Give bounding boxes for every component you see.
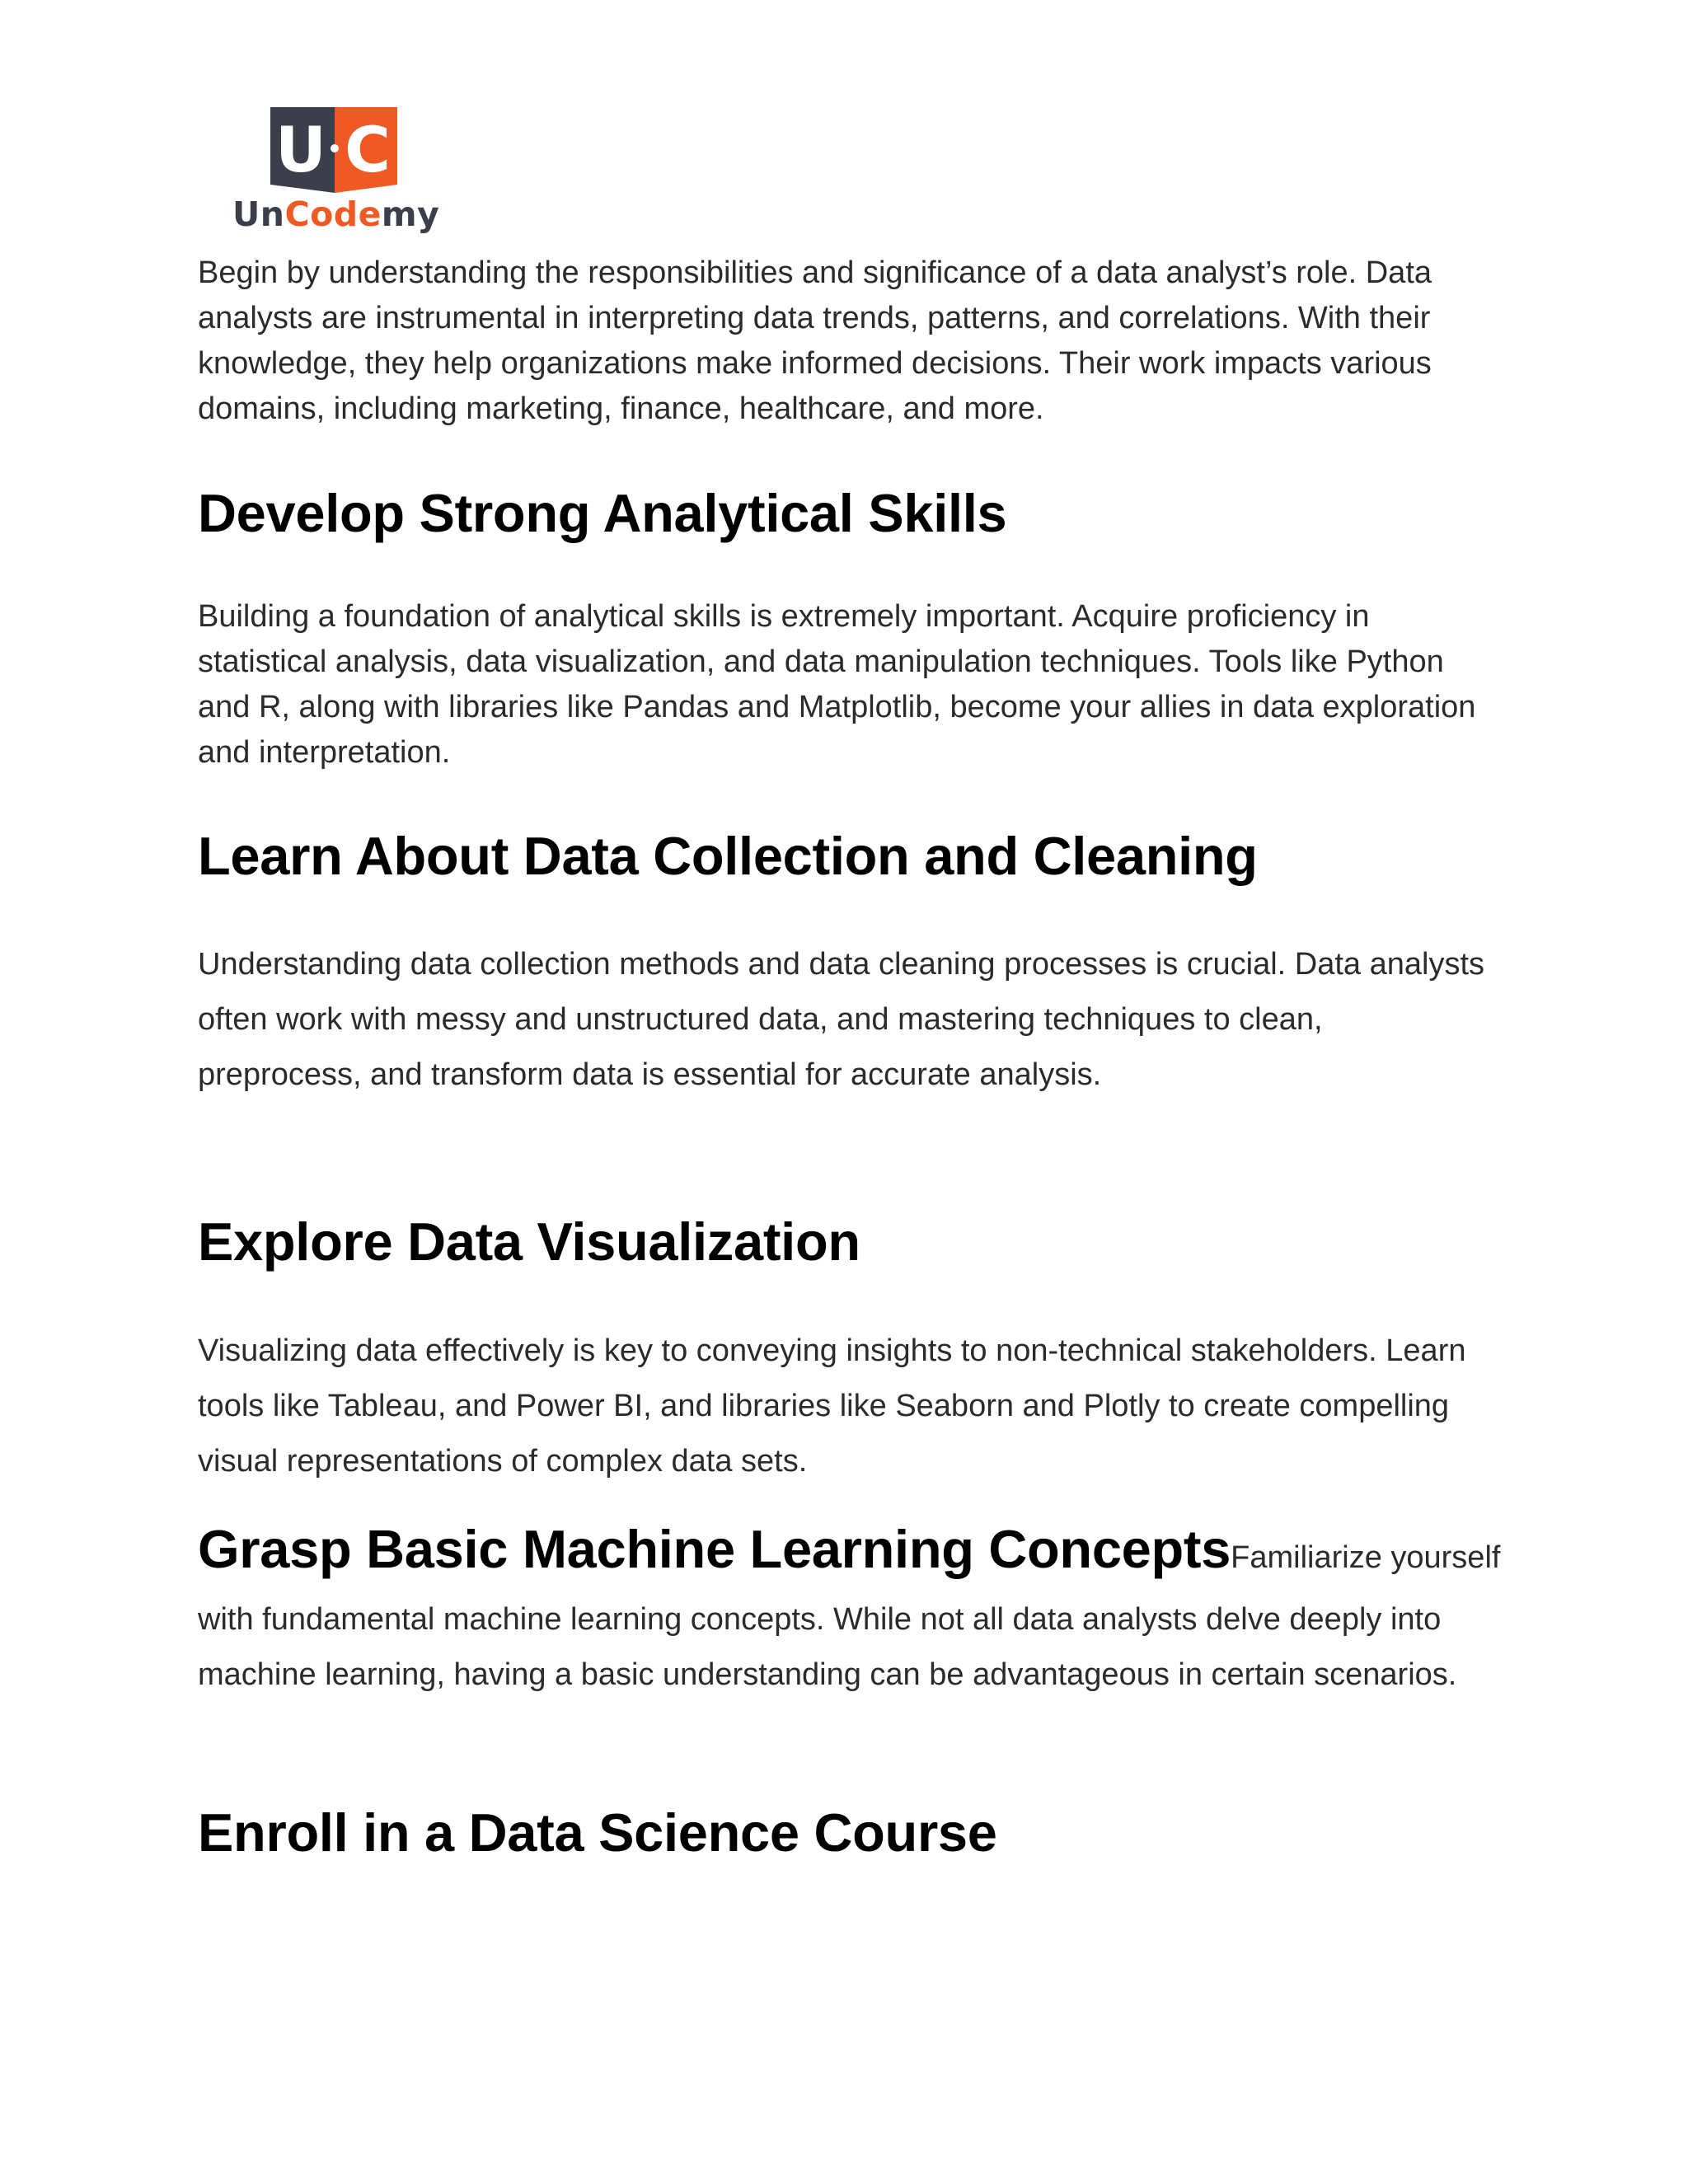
heading-enroll-course: Enroll in a Data Science Course [198, 1802, 997, 1863]
logo-letter-u: U [275, 113, 326, 186]
ml-inline-text: Familiarize yourself [1231, 1540, 1501, 1575]
paragraph-analytical-skills: Building a foundation of analytical skills is extremely important. Acquire proficiency in statistical analysis, data visualization, and data manipulation techniques. Tools like Python and R, along with libraries like Pandas and Matplotlib, become your allies in data exploration and interpretation. [198, 599, 1476, 770]
ml-first-line [198, 1516, 1501, 1582]
heading-analytical-skills: Develop Strong Analytical Skills [198, 483, 1007, 543]
logo-dot [331, 144, 339, 152]
section-machine-learning [198, 1516, 1501, 1703]
paragraph-data-visualization: Visualizing data effectively is key to conveying insights to non-technical stakeholders. Learn tools like Tableau, and Power BI, and libraries like Seaborn and Plotly to create compelling visual representations of complex data sets. [198, 1333, 1466, 1479]
logo-word-un: Un [232, 194, 285, 234]
uncodemy-logo [232, 104, 447, 236]
intro-paragraph: Begin by understanding the responsibilities and significance of a data analyst’s role. Data analysts are instrumental in interpreting data trends, patterns, and correlations. With their knowledge, they help organizations make informed decisions. Their work impacts various domains, including marketing, finance, healthcare, and more. [198, 255, 1432, 426]
logo-wordmark [232, 194, 447, 234]
logo-word-code: Code [284, 194, 382, 234]
heading-machine-learning: Grasp Basic Machine Learning Concepts [198, 1519, 1231, 1579]
heading-data-visualization: Explore Data Visualization [198, 1212, 860, 1272]
paragraph-data-collection: Understanding data collection methods and data cleaning processes is crucial. Data analysts often work with messy and unstructured data, and mastering techniques to clean, preprocess, and transform data is essential for accurate analysis. [198, 947, 1485, 1092]
logo-letter-c: C [345, 113, 391, 186]
uc-logo-mark [270, 107, 402, 193]
logo-word-my: my [381, 194, 440, 234]
paragraph-machine-learning: with fundamental machine learning concepts. While not all data analysts delve deeply into machine learning, having a basic understanding can be advantageous in certain scenarios. [198, 1602, 1457, 1692]
heading-data-collection: Learn About Data Collection and Cleaning [198, 826, 1258, 886]
